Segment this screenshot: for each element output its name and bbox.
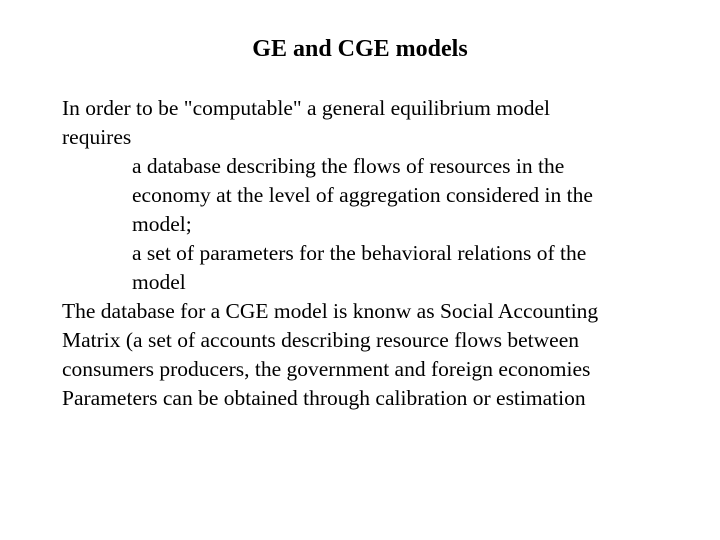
body-line-indented: economy at the level of aggregation considered in the [132,183,593,207]
body-line: Parameters can be obtained through calibration or estimation [62,386,586,410]
body-line-indented: model; [132,212,192,236]
slide-title: GE and CGE models [252,36,468,62]
body-line-indented: model [132,270,186,294]
body-line: Matrix (a set of accounts describing resource flows between [62,328,580,352]
body-line: The database for a CGE model is knonw as Social Accounting [62,299,599,323]
body-line: In order to be "computable" a general equilibrium model [62,96,551,120]
body-line-indented: a database describing the flows of resources in the [132,154,565,178]
body-line-indented: a set of parameters for the behavioral relations of the [132,241,587,265]
body-line: consumers producers, the government and foreign economies [62,357,591,381]
body-line: requires [62,125,132,149]
slide-body [62,94,682,413]
